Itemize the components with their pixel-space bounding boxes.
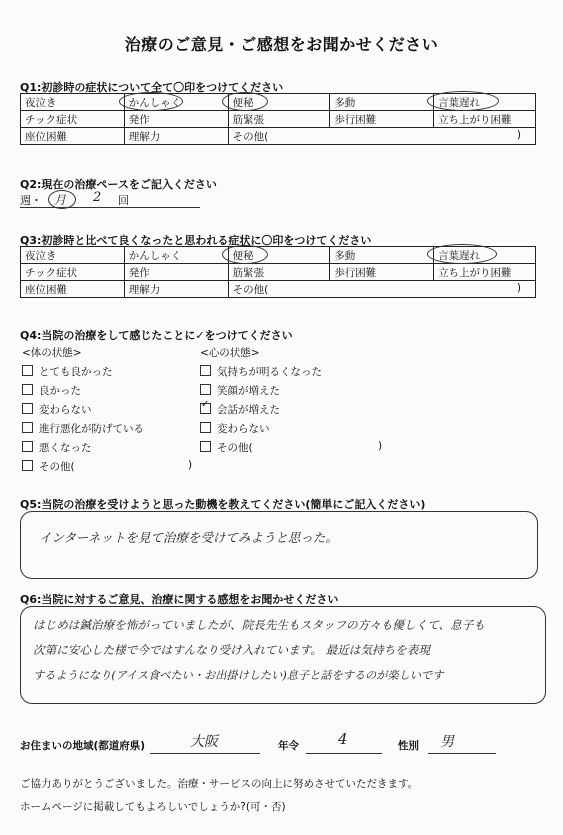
q1-cell[interactable]: 言葉遅れ — [434, 94, 536, 111]
age-value-handwritten: 4 — [338, 730, 348, 748]
q1-cell[interactable]: 筋緊張 — [228, 111, 330, 128]
checkbox[interactable] — [200, 384, 211, 395]
q3-cell[interactable]: 言葉遅れ — [434, 247, 536, 264]
region-value-handwritten: 大阪 — [190, 734, 218, 750]
handwritten-circle-mark — [222, 92, 268, 111]
q3-cell[interactable]: 筋緊張 — [228, 264, 330, 281]
q1-cell[interactable]: かんしゃく — [124, 94, 228, 111]
page-title: 治療のご意見・ご感想をお聞かせください — [124, 35, 439, 54]
q2-count-handwritten: 2 — [93, 190, 102, 205]
q4-body-option[interactable]: 良かった — [22, 383, 81, 398]
q5-answer-box[interactable] — [20, 511, 538, 579]
gender-value-handwritten: 男 — [440, 734, 454, 750]
q3-other-open: その他( — [232, 283, 269, 296]
q3-other-close: ) — [516, 282, 521, 294]
q4-body-other-close: ) — [188, 459, 193, 471]
handwritten-circle-mark — [427, 91, 499, 111]
q2-unit-handwritten: 月 — [54, 193, 67, 207]
q3-cell[interactable]: 夜泣き — [21, 247, 125, 264]
q1-heading: Q1:初診時の症状について全て〇印をつけてください — [20, 81, 284, 94]
checkbox[interactable] — [200, 441, 211, 452]
q4-mind-label: <心の状態> — [200, 347, 260, 359]
checkbox-checked[interactable] — [200, 403, 211, 414]
q1-cell[interactable]: 発作 — [124, 111, 228, 128]
q2-underline — [20, 207, 200, 208]
checkbox[interactable] — [200, 422, 211, 433]
q3-cell[interactable]: 理解力 — [124, 281, 228, 298]
q4-body-option[interactable]: 悪くなった — [22, 440, 92, 455]
q3-cell[interactable]: かんしゃく — [124, 247, 228, 264]
q2-times-label: 回 — [118, 194, 129, 207]
q4-mind-option[interactable]: 笑顔が増えた — [200, 383, 280, 398]
q6-answer-box[interactable] — [20, 606, 546, 704]
q1-cell[interactable]: 立ち上がり困難 — [434, 111, 536, 128]
handwritten-circle-mark — [119, 92, 183, 111]
q6-answer-line: するようになり(アイス食べたい・お出掛けしたい)息子と話をするのが楽しいです — [33, 669, 444, 682]
q4-body-label: <体の状態> — [22, 347, 82, 359]
q4-mind-option[interactable]: 変わらない — [200, 421, 270, 436]
gender-underline — [428, 753, 496, 754]
q1-other-open: その他( — [232, 130, 269, 143]
checkbox[interactable] — [22, 460, 33, 471]
q1-other-close: ) — [516, 129, 521, 141]
q5-heading: Q5:当院の治療を受けようと思った動機を教えてください(簡単にご記入ください) — [20, 498, 426, 511]
q4-mind-option-other[interactable]: その他( — [200, 440, 253, 455]
region-underline — [150, 753, 260, 754]
q4-body-option-other[interactable]: その他( — [22, 459, 75, 474]
q3-cell[interactable]: 発作 — [124, 264, 228, 281]
thanks-note: ご協力ありがとうございました。治療・サービスの向上に努めさせていただきます。 — [20, 778, 419, 790]
q3-other-cell[interactable] — [228, 281, 535, 298]
age-underline — [306, 753, 382, 754]
q1-other-cell[interactable] — [228, 128, 535, 145]
checkbox[interactable] — [22, 441, 33, 452]
q3-cell[interactable]: 座位困難 — [21, 281, 125, 298]
q1-cell[interactable]: 夜泣き — [21, 94, 125, 111]
q6-heading: Q6:当院に対するご意見、治療に関する感想をお聞かせください — [20, 593, 339, 606]
gender-label: 性別 — [398, 740, 419, 752]
q3-heading: Q3:初診時と比べて良くなったと思われる症状に〇印をつけてください — [20, 234, 372, 247]
handwritten-circle-mark — [427, 244, 497, 264]
q1-cell[interactable]: 理解力 — [124, 128, 228, 145]
q1-cell[interactable]: 多動 — [330, 94, 434, 111]
q4-body-option[interactable]: とても良かった — [22, 364, 113, 379]
q1-cell[interactable]: 座位困難 — [21, 128, 125, 145]
q4-mind-option[interactable]: 気持ちが明るくなった — [200, 364, 322, 379]
q2-week-label: 週・ — [20, 194, 42, 207]
region-label: お住まいの地域(都道府県) — [20, 740, 146, 752]
q3-cell[interactable]: 便秘 — [228, 247, 330, 264]
q2-heading: Q2:現在の治療ペースをご記入ください — [20, 178, 217, 191]
q4-body-option[interactable]: 変わらない — [22, 402, 92, 417]
q5-answer-handwritten: インターネットを見て治療を受けてみようと思った。 — [39, 530, 338, 545]
checkbox[interactable] — [22, 403, 33, 414]
q1-cell[interactable]: チック症状 — [21, 111, 125, 128]
homepage-permission: ホームページに掲載してもよろしいでしょうか?(可・否) — [20, 801, 286, 813]
q3-cell[interactable]: 立ち上がり困難 — [434, 264, 536, 281]
handwritten-circle-mark — [222, 245, 268, 264]
age-label: 年令 — [278, 740, 299, 752]
q6-answer-line: 次第に安心した様で今ではすんなり受け入れています。 最近は気持ちを表現 — [33, 643, 430, 657]
q4-mind-other-close: ) — [378, 440, 383, 452]
q3-cell[interactable]: チック症状 — [21, 264, 125, 281]
checkbox[interactable] — [200, 365, 211, 376]
q3-cell[interactable]: 多動 — [330, 247, 434, 264]
q3-cell[interactable]: 歩行困難 — [330, 264, 434, 281]
q6-answer-line: はじめは鍼治療を怖がっていましたが、院長先生もスタッフの方々も優しくて、息子も — [33, 618, 485, 632]
q4-heading: Q4:当院の治療をして感じたことに✓をつけてください — [20, 329, 293, 342]
q1-cell[interactable]: 便秘 — [228, 94, 330, 111]
checkbox[interactable] — [22, 365, 33, 376]
q4-mind-option[interactable]: ✓会話が増えた — [200, 402, 280, 417]
checkbox[interactable] — [22, 422, 33, 433]
q4-body-option[interactable]: 進行悪化が防げている — [22, 421, 144, 436]
q1-cell[interactable]: 歩行困難 — [330, 111, 434, 128]
checkbox[interactable] — [22, 384, 33, 395]
